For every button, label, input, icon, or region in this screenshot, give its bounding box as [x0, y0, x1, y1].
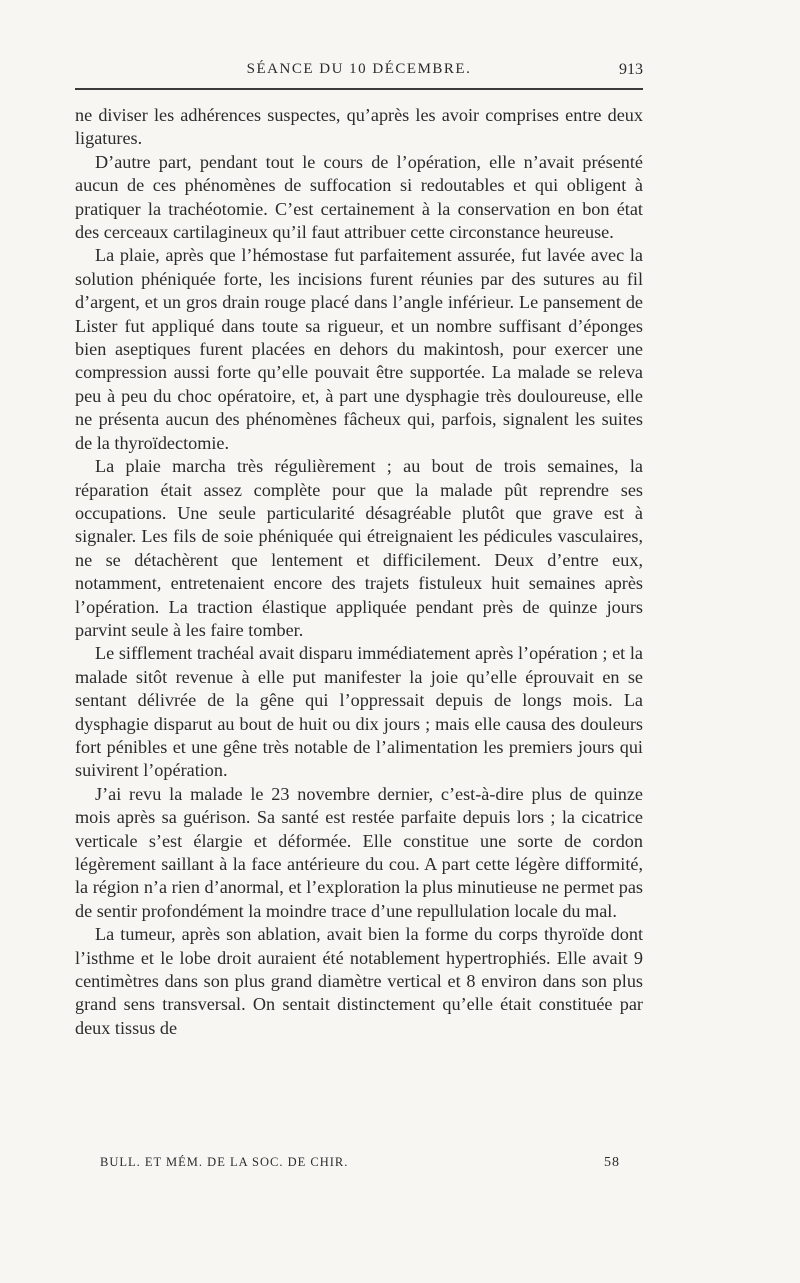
journal-title: BULL. ET MÉM. DE LA SOC. DE CHIR.	[100, 1155, 349, 1169]
paragraph: D’autre part, pendant tout le cours de l’opération, elle n’avait présenté aucun de ces phénomènes de suffocation si redoutables et qui obligent à pratiquer la trachéotomie. C’est certainement à la conservation en bon état des cerceaux cartilagineux qu’il faut attribuer cette circonstance heureuse.	[75, 151, 643, 243]
page-header	[75, 61, 643, 83]
paragraph: J’ai revu la malade le 23 novembre dernier, c’est-à-dire plus de quinze mois après sa guérison. Sa santé est restée parfaite depuis lors ; la cicatrice verticale s’est élargie et déformée. Elle constitue une sorte de cordon légèrement saillant à la face antérieure du cou. A part cette légère difformité, la région n’a rien d’anormal, et l’exploration la plus minutieuse ne permet pas de sentir profondément la moindre trace d’une repullulation locale du mal.	[75, 783, 643, 921]
paragraph: La plaie marcha très régulièrement ; au bout de trois semaines, la réparation était assez complète pour que la malade pût reprendre ses occupations. Une seule particularité désagréable plutôt que grave est à signaler. Les fils de soie phéniquée qui étreignaient les pédicules vasculaires, ne se détachèrent que lentement et difficilement. Deux d’entre eux, notamment, entretenaient encore des trajets fistuleux huit semaines après l’opération. La traction élastique appliquée pendant près de quinze jours parvint seule à les faire tomber.	[75, 456, 643, 640]
paragraph-continued: ne diviser les adhérences suspectes, qu’après les avoir comprises entre deux ligatures.	[75, 105, 643, 149]
page-number: 913	[619, 61, 643, 78]
header-rule	[75, 88, 643, 90]
paragraph: Le sifflement trachéal avait disparu immédiatement après l’opération ; et la malade sitôt revenue à elle put manifester la joie qu’elle éprouvait en se sentant délivrée de la gêne qui l’oppressait depuis de longs mois. La dysphagie disparut au bout de huit ou dix jours ; mais elle causa des douleurs fort pénibles et une gêne très notable de l’alimentation les premiers jours qui suivirent l’opération.	[75, 643, 643, 781]
body-text	[75, 104, 643, 1040]
signature-number: 58	[604, 1155, 620, 1170]
paragraph: La tumeur, après son ablation, avait bien la forme du corps thyroïde dont l’isthme et le lobe droit auraient été notablement hypertrophiés. Elle avait 9 centimètres dans son plus grand diamètre vertical et 8 environ dans son plus grand sens transversal. On sentait distinctement qu’elle était constituée par deux tissus de	[75, 924, 643, 1038]
paragraph: La plaie, après que l’hémostase fut parfaitement assurée, fut lavée avec la solution phéniquée forte, les incisions furent réunies par des sutures au fil d’argent, et un gros drain rouge placé dans l’angle inférieur. Le pansement de Lister fut appliqué dans toute sa rigueur, et un nombre suffisant d’éponges bien aseptiques furent placées en dehors du makintosh, pour exercer une compression aussi forte qu’elle pouvait être supportée. La malade se releva peu à peu du choc opératoire, et, à part une dysphagie très douloureuse, elle ne présenta aucun des phénomènes fâcheux qui, parfois, signalent les suites de la thyroïdectomie.	[75, 245, 643, 453]
running-title: SÉANCE DU 10 DÉCEMBRE.	[246, 61, 472, 77]
